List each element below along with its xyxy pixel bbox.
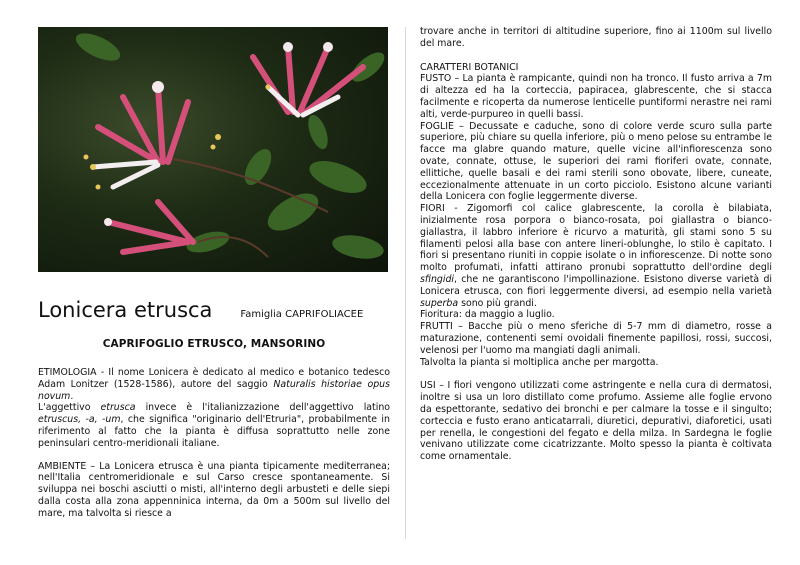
caratteri-heading: CARATTERI BOTANICI [420,61,519,73]
foglie-paragraph: FOGLIE – Decussate e caduche, sono di colore verde scuro sulla parte superiore, più chiare su quella inferiore, più o meno pelose su entrambe le facce ma glabre quando mature, quelle vicine all'infiorescenza sono ovate, connate, ottuse, le superiori dei rami fioriferi ovate, connate, ellittiche, quelle basali e dei rami sterili sono obovate, libere, cuneate, eccezionalmente attenuate in un corto picciolo. Esistono alcune varianti della Lonicera con foglie leggermente diverse. [420,120,772,203]
fiori-text-c: sono più grandi. [458,297,537,309]
frutti-paragraph: FRUTTI – Bacche più o meno sferiche di 5-7 mm di diametro, rosse a maturazione, contenenti semi ovoidali finemente papillosi, rossi, succosi, velenosi per l'uomo ma mangiati dagli animali. [420,321,772,356]
column-divider [405,27,406,539]
etimologia2-text-a: L'aggettivo [38,402,101,414]
etimologia2-text-b: invece è l'italianizzazione dell'aggettivo latino [135,402,391,414]
common-names-heading: CAPRIFOGLIO ETRUSCO, MANSORINO [102,338,326,350]
moltiplica-line: Talvolta la pianta si moltiplica anche per margotta. [420,356,659,368]
etimologia-paragraph [38,367,390,402]
right-column [420,26,772,463]
etimologia2-italic: etrusca [100,402,136,414]
title-row [38,298,390,322]
left-column [38,298,390,520]
etimologia-italic: Naturalis historiae opus novum [38,378,391,402]
etimologia2-text-c: , che significa "originario dell'Etruria", probabilmente in riferimento al fatto che la pianta è diffusa soprattutto nelle zone peninsulari centro-meridionali italiane. [38,414,390,449]
honeysuckle-photo [38,27,388,272]
fiori-text-b: , che ne garantiscono l'impollinazione. Esistono diverse varietà di Lonicera etrusca, con fiori leggermente diversi, ad esempio nella varietà [420,273,772,297]
etimologia2-italic-2: etruscus, -a, -um [38,414,121,426]
ambiente-paragraph: AMBIENTE – La Lonicera etrusca è una pianta tipicamente mediterranea; nell'Italia centromeridionale e sul Carso cresce spontaneamente. Si sviluppa nei boschi asciutti o misti, all'interno degli arbusteti e delle siepi dalla costa alla zona appenninica interna, da 0m a 500m sul livello del mare, ma talvolta si riesce a [38,460,390,519]
etimologia-text: ETIMOLOGIA - Il nome Lonicera è dedicato al medico e botanico tedesco Adam Lonitzer (1528-1586), autore del saggio [38,367,390,390]
etimologia-end: . [70,390,74,402]
fusto-paragraph: FUSTO – La pianta è rampicante, quindi non ha tronco. Il fusto arriva a 7m di altezza ed ha la corteccia, papiracea, glabrescente, che si stacca facilmente e ricoperta da numerose lenticelle puntiformi nerastre nei rami alti, verde-purpureo in quelli bassi. [420,73,772,120]
species-title: Lonicera etrusca [38,298,213,322]
usi-paragraph: USI – I fiori vengono utilizzati come astringente e nella cura di dermatosi, inoltre si usa un loro distillato come profumo. Assieme alle foglie ervono da espettorante, sedativo dei bronchi e per calmare la tosse e il singulto; corteccia e fusto erano anticatarrali, diuretici, depurativi, diaforetici, usati per renella, le congestioni del fegato e della milza. In Sardegna le foglie venivano utilizzate come cicatrizzante. Molto spesso la pianta è coltivata come ornamentale. [420,380,772,463]
flower-illustration [38,27,388,272]
etimologia-paragraph-2 [38,402,390,449]
fiori-italic-2: superba [420,297,459,309]
fioritura-line: Fioritura: da maggio a luglio. [420,309,555,321]
ambiente-continued: trovare anche in territori di altitudine superiore, fino ai 1100m sul livello del mare. [420,26,772,49]
fiori-paragraph [420,203,772,309]
family-label: Famiglia CAPRIFOLIACEE [240,309,364,320]
fiori-text-a: FIORI - Zigomorfi col calice glabrescente, la corolla è bilabiata, inizialmente rosa porpora o bianco-rosata, poi giallastra o bianco-giallastra, il labbro inferiore è ricurvo a maturità, gli stami sono 5 su filamenti pelosi alla base con antere lineri-oblunghe, lo stilo è capitato. I fiori si presentano riuniti in coppie isolate o in infiorescenze. Di notte sono molto profumati, infatti attirano pronubi soprattutto dell'ordine degli [420,203,772,274]
fiori-italic: sfingidi [420,273,454,285]
